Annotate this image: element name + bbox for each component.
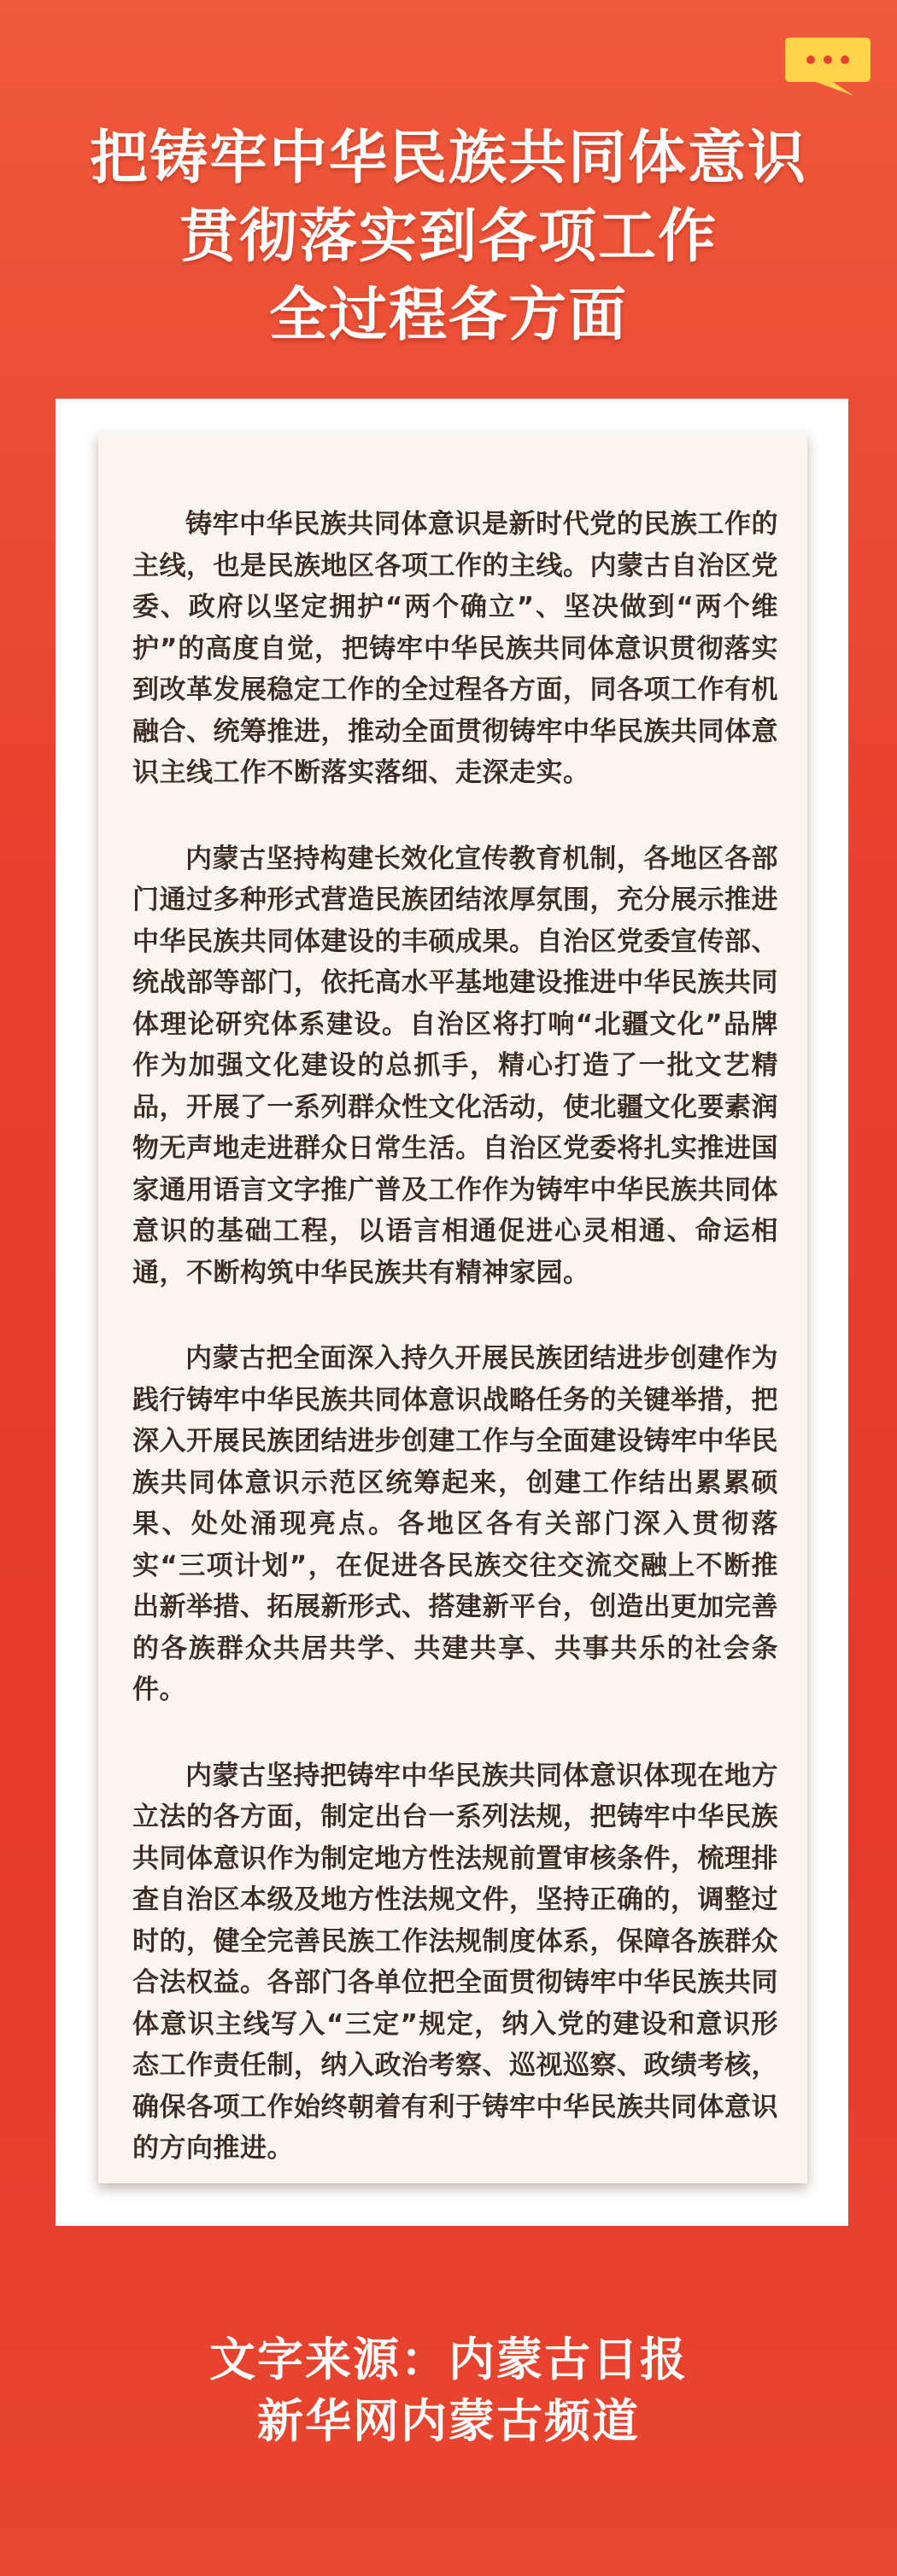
article-paragraph-4: 内蒙古坚持把铸牢中华民族共同体意识体现在地方立法的各方面，制定出台一系列法规，把铸牢中华民族共同体意识作为制定地方性法规前置审核条件，梳理排查自治区本级及地方性法规文件，坚持正确的，调整过时的，健全完善民族工作法规制度体系，保障各族群众合法权益。各部门各单位把全面贯彻铸牢中华民族共同体意识主线写入“三定”规定，纳入党的建设和意识形态工作责任制，纳入政治考察、巡视巡察、政绩考核，确保各项工作始终朝着有利于铸牢中华民族共同体意识的方向推进。 [132,1760,778,2164]
chat-bubble-icon [782,34,874,97]
source-line-1: 文字来源：内蒙古日报 [209,2333,688,2386]
article-body [132,504,778,2214]
title-line-3: 全过程各方面 [268,282,628,349]
article-paragraph-1: 铸牢中华民族共同体意识是新时代党的民族工作的主线，也是民族地区各项工作的主线。内蒙古自治区党委、政府以坚定拥护“两个确立”、坚决做到“两个维护”的高度自觉，把铸牢中华民族共同体意识贯彻落实到改革发展稳定工作的全过程各方面，同各项工作有机融合、统筹推进，推动全面贯彻铸牢中华民族共同体意识主线工作不断落实落细、走深走实。 [132,509,778,788]
article-paragraph-2: 内蒙古坚持构建长效化宣传教育机制，各地区各部门通过多种形式营造民族团结浓厚氛围，充分展示推进中华民族共同体建设的丰硕成果。自治区党委宣传部、统战部等部门，依托高水平基地建设推进中华民族共同体理论研究体系建设。自治区将打响“北疆文化”品牌作为加强文化建设的总抓手，精心打造了一批文艺精品，开展了一系列群众性文化活动，使北疆文化要素润物无声地走进群众日常生活。自治区党委将扎实推进国家通用语言文字推广普及工作作为铸牢中华民族共同体意识的基础工程，以语言相通促进心灵相通、命运相通，不断构筑中华民族共有精神家园。 [132,843,778,1288]
title-line-2: 贯彻落实到各项工作 [179,203,718,271]
source-credit [0,2329,897,2452]
source-line-2: 新华网内蒙古频道 [257,2394,640,2448]
article-paragraph-3: 内蒙古把全面深入持久开展民族团结进步创建作为践行铸牢中华民族共同体意识战略任务的关键举措，把深入开展民族团结进步创建工作与全面建设铸牢中华民族共同体意识示范区统筹起来，创建工作结出累累硕果、处处涌现亮点。各地区各有关部门深入贯彻落实“三项计划”，在促进各民族交往交流交融上不断推出新举措、拓展新形式、搭建新平台，创造出更加完善的各族群众共居共学、共建共享、共事共乐的社会条件。 [132,1343,778,1705]
title-line-1: 把铸牢中华民族共同体意识 [89,125,807,192]
page-title [0,120,897,355]
